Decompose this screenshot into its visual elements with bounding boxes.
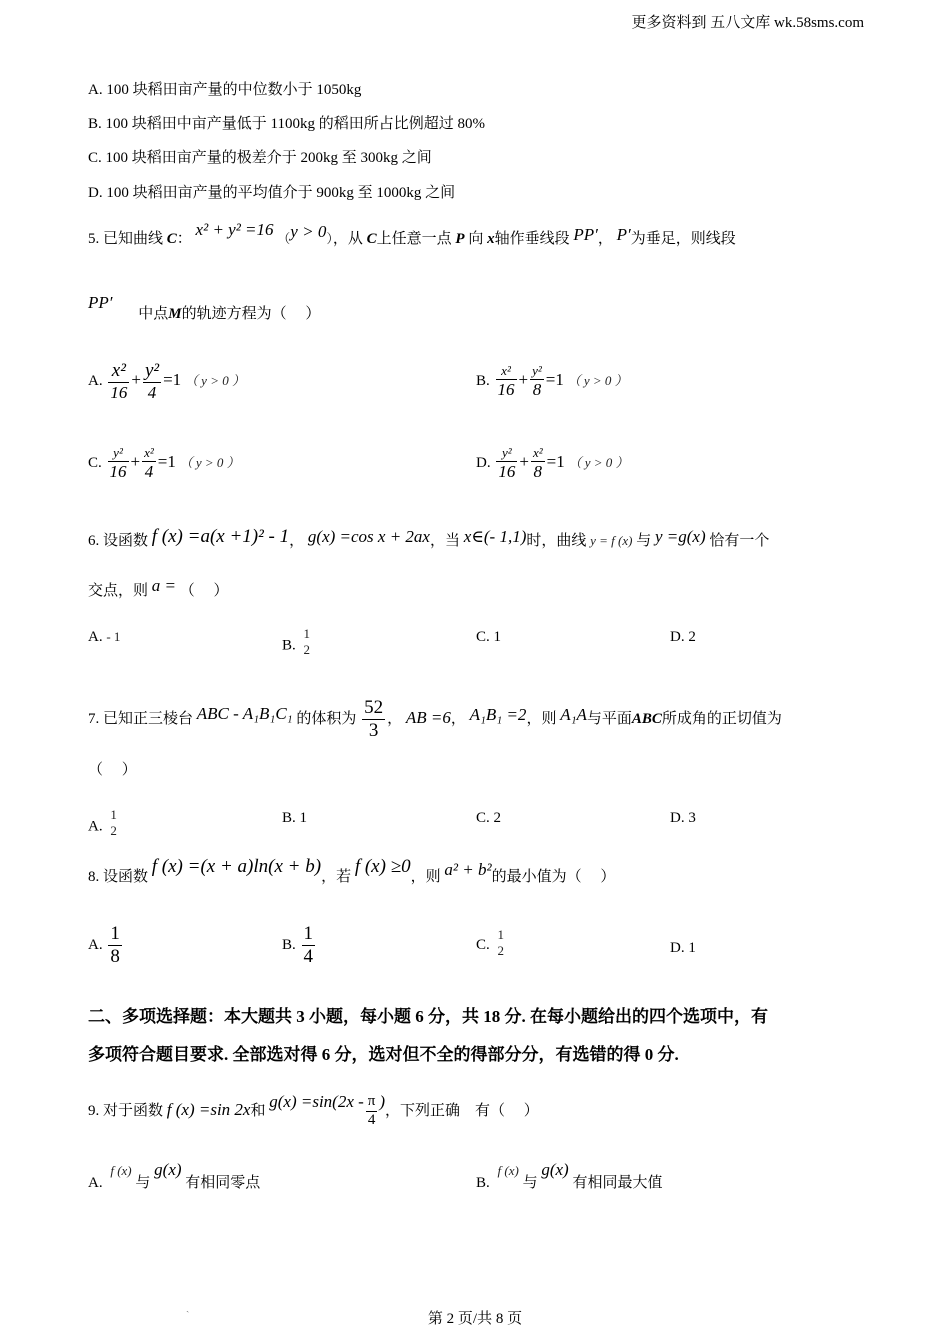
q5-tail: 为垂足，则线段 [630, 231, 736, 247]
q9-b-with: 与 [522, 1175, 538, 1191]
q9-b-tail: 有相同最大值 [572, 1175, 663, 1191]
q5-x: x [487, 231, 495, 247]
q5-c-cond: （ y > 0 ） [179, 455, 240, 470]
q6-mid: 时，曲线 [526, 533, 587, 549]
q9-lead: 9. 对于函数 [88, 1103, 164, 1119]
q5-option-d: D. $\frac{\text{y²}}{16}$ + $\frac{\text{x²}}{8}$ =1 （ y > 0 ） [476, 445, 629, 481]
q6-line2-tail: （ ） [179, 583, 229, 599]
q8-a-label: A. [88, 937, 103, 953]
page-header: 更多资料到 五八文库 wk.58sms.com [631, 15, 864, 31]
q5-mid4: 轴作垂线段 [494, 231, 570, 247]
q5-a-cond: （ y > 0 ） [184, 373, 245, 388]
q4-option-a: A. 100 块稻田亩产量的中位数小于 1050kg [88, 82, 362, 98]
q6-a-label: A. [88, 629, 103, 645]
q8-f-def: f (x) =(x + a)ln(x + b) [151, 856, 322, 877]
q8-a-den: 8 [110, 946, 120, 968]
q7-option-a [88, 808, 121, 837]
q7-vol-text: 的体积为 [296, 710, 357, 727]
q5-a-frac1-num: x² [108, 361, 129, 383]
q5-a-frac1-den: 16 [110, 383, 128, 403]
q7-stem: 7. 已知正三棱台 ABC - A₁B₁C₁ 的体积为 $\frac{52}{3}$ ， AB =6， A₁B₁ =2，则 A₁A与平面ABC所成角的正切值为 [88, 697, 782, 741]
q7-a-num: 1 [110, 807, 117, 822]
q9-stem [88, 1090, 539, 1131]
q5-line2-b: 的轨迹方程为（ ） [181, 306, 321, 322]
section2-heading-line2: 多项符合题目要求. 全部选对得 6 分，选对但不全的得部分分，有选错的得 0 分. [88, 1045, 679, 1064]
q9-option-a [88, 1160, 261, 1193]
q5-option-a-label: A. [88, 373, 103, 389]
q8-option-d: D. 1 [670, 940, 696, 956]
q5-c-rhs: =1 [157, 452, 176, 471]
q5-option-c-label: C. [88, 455, 102, 471]
q5-midpoint-m: M [168, 306, 182, 322]
q7-option-c: C. 2 [476, 810, 502, 826]
q5-cond: y > 0 [290, 222, 327, 241]
q6-with: 与 [636, 533, 652, 549]
q5-b-rhs: =1 [545, 370, 564, 389]
q7-a1b1: A₁B₁ =2 [469, 704, 527, 724]
q9-b-g: g(x) [541, 1160, 569, 1179]
q9-b-label: B. [476, 1175, 490, 1191]
q7-a-label: A. [88, 818, 103, 835]
q5-mid: ，从 [332, 231, 363, 247]
q5-a-frac2-num: y² [144, 360, 160, 382]
q4-option-c: C. 100 块稻田亩产量的极差介于 200kg 至 300kg 之间 [88, 150, 432, 166]
q5-d-frac2-den: 8 [533, 461, 543, 481]
q9-a-label: A. [88, 1175, 103, 1191]
q6-option-a [88, 627, 120, 647]
q7-vol-num: 52 [364, 697, 384, 718]
q8-b-label: B. [282, 937, 296, 953]
q5-c-frac2-num: x² [144, 445, 154, 461]
q8-b-den: 4 [303, 946, 314, 968]
q6-option-d: D. 2 [670, 629, 696, 645]
q7-a-den: 2 [110, 822, 117, 838]
q7-then: ，则 [526, 710, 557, 727]
q8-option-c [476, 920, 508, 970]
q6-f-def: f (x) =a(x +1)² - 1 [151, 526, 290, 547]
q5-colon: ： [176, 231, 192, 247]
q5-b-cond: （ y > 0 ） [567, 373, 628, 388]
q8-a-num: 1 [110, 923, 120, 945]
q5-line2-segment: PP′ [88, 293, 113, 312]
q9-and: 和 [250, 1103, 266, 1119]
q7-option-d: D. 3 [670, 810, 696, 826]
q7-plane: ABC [631, 710, 662, 727]
q6-curve2: y =g(x) [655, 527, 706, 546]
q7-ab: AB =6 [405, 707, 451, 727]
q9-option-b [476, 1160, 663, 1193]
q5-b-frac1-den: 16 [497, 379, 515, 399]
q5-c-frac1-den: 16 [109, 461, 127, 481]
q5-stem-line2 [88, 293, 321, 324]
q5-b-frac2-den: 8 [532, 379, 542, 399]
q5-c-frac1-num: y² [108, 446, 129, 462]
q9-a-f: f (x) [110, 1163, 132, 1178]
q5-option-b-label: B. [476, 373, 490, 389]
q6-sep: ， [289, 533, 305, 549]
q6-a-eq: a = [151, 576, 176, 595]
q7-vol-den: 3 [368, 719, 379, 741]
q6-option-c: C. 1 [476, 629, 502, 645]
q8-if: ，若 [321, 869, 352, 885]
q6-b-label: B. [282, 637, 296, 654]
q7-option-b: B. 1 [282, 810, 308, 826]
q8-b-num: 1 [303, 923, 314, 945]
q5-c-frac2-den: 4 [144, 461, 154, 481]
q7-a1a: A₁A [560, 704, 587, 724]
q5-segment: PP′ [573, 225, 598, 244]
q5-d-rhs: =1 [546, 452, 565, 471]
q6-b-num: 1 [303, 626, 311, 641]
q8-c-num: 1 [497, 927, 505, 943]
q5-curve-ref: C [366, 231, 377, 247]
q6-lead: 6. 设函数 [88, 533, 149, 549]
q5-lead: 5. 已知曲线 [88, 231, 164, 247]
q9-f-def: f (x) =sin 2x [166, 1100, 251, 1119]
q5-a-frac2-den: 4 [147, 383, 157, 403]
q5-d-cond: （ y > 0 ） [568, 455, 629, 470]
section2-heading-line1: 二、多项选择题：本大题共 3 小题，每小题 6 分，共 18 分. 在每小题给出的四个选项中，有 [88, 1007, 768, 1026]
q6-a-val: - 1 [106, 629, 121, 644]
q5-d-frac1-num: y² [496, 446, 517, 462]
q9-g-post: ) [379, 1092, 386, 1111]
q6-curve1: y = f (x) [590, 533, 633, 548]
q8-tail: 的最小值为（ ） [491, 869, 616, 885]
q8-option-a [88, 920, 124, 970]
q5-option-b: B. $\frac{\text{x²}}{16}$ + $\frac{\text{y²}}{8}$ =1 （ y > 0 ） [476, 363, 628, 399]
q9-a-tail: 有相同零点 [185, 1175, 261, 1191]
q9-a-g: g(x) [154, 1160, 182, 1179]
q5-option-a: A. $\frac{\text{x²}}{16}$ + $\frac{\text{y²}}{4}$ =1 （ y > 0 ） [88, 360, 245, 403]
q4-option-b: B. 100 块稻田中亩产量低于 1100kg 的稻田所占比例超过 80% [88, 116, 485, 132]
q5-b-frac2-num: y² [532, 363, 542, 379]
q5-circle-eq: x² + y² =16 [195, 220, 274, 239]
q7-solid: ABC - A₁B₁C₁ [196, 703, 293, 723]
q5-option-d-label: D. [476, 455, 491, 471]
q7-tail2: 所成角的正切值为 [661, 710, 782, 727]
q6-tail: 恰有一个 [709, 533, 770, 549]
q6-interval: x∈(- 1,1) [463, 527, 527, 546]
q8-lead: 8. 设函数 [88, 869, 149, 885]
q8-option-b [282, 920, 317, 970]
q7-tail: 与平面 [586, 710, 632, 727]
q7-lead: 7. 已知正三棱台 [88, 710, 194, 727]
q9-pi-num: π [366, 1094, 378, 1112]
q9-pi-den: 4 [367, 1112, 376, 1129]
q5-stem: 5. 已知曲线 C： x² + y² =16 （y > 0），从 C上任意一点 P 向 x轴作垂线段 PP′， P′为垂足，则线段 [88, 220, 736, 247]
q6-option-b [282, 627, 314, 656]
q8-expr: a² + b² [444, 860, 492, 879]
q8-stem [88, 856, 616, 887]
q4-option-d: D. 100 块稻田亩产量的平均值介于 900kg 至 1000kg 之间 [88, 185, 456, 201]
q5-d-frac2-num: x² [532, 445, 543, 461]
q6-stem-line2 [88, 576, 229, 601]
q9-tail: ，下列正确 有（ ） [385, 1103, 539, 1119]
q5-mid2: 上任意一点 [376, 231, 452, 247]
q6-b-den: 2 [303, 641, 311, 657]
q6-line2: 交点，则 [88, 583, 149, 599]
q9-b-f: f (x) [497, 1163, 519, 1178]
q5-line2-a: 中点 [138, 306, 169, 322]
page-footer: 第 2 页/共 8 页 [427, 1311, 523, 1327]
q6-g-def: g(x) =cos x + 2ax [307, 527, 430, 546]
q5-a-rhs: =1 [163, 370, 182, 389]
scan-speck: ˎ [186, 1302, 190, 1313]
q8-cond: f (x) ≥0 [354, 856, 411, 877]
q5-point-p: P [455, 231, 465, 247]
q8-then: ，则 [410, 869, 441, 885]
q6-stem [88, 526, 770, 551]
q7-stem-line2: （ ） [88, 762, 137, 778]
q6-when: ，当 [429, 533, 460, 549]
q5-b-frac1-num: x² [496, 364, 517, 380]
q8-c-label: C. [476, 937, 490, 953]
q9-g-pre: g(x) =sin(2x - [269, 1092, 364, 1111]
q9-a-with: 与 [135, 1175, 151, 1191]
q5-mid3: 向 [468, 231, 484, 247]
q5-option-c: C. $\frac{\text{y²}}{16}$ + $\frac{\text{x²}}{4}$ =1 （ y > 0 ） [88, 445, 240, 481]
q5-foot: P′ [616, 225, 631, 244]
q5-d-frac1-den: 16 [498, 461, 516, 481]
q8-c-den: 2 [497, 943, 505, 958]
q5-curve-label: C [166, 231, 177, 247]
